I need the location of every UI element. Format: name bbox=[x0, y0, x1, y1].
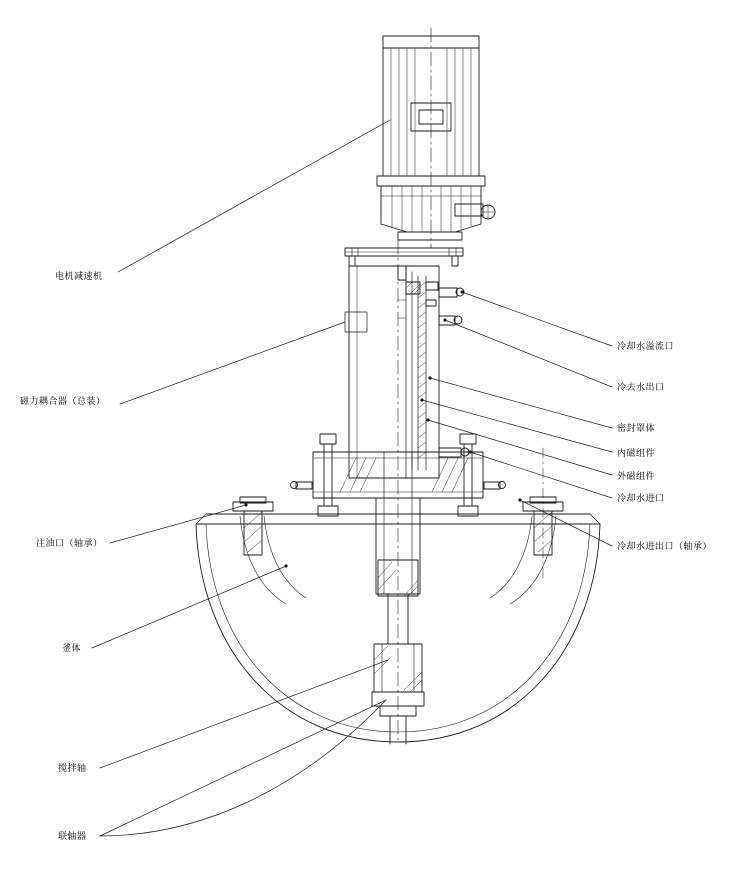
callout-cooling-water-overflow-port: 冷却水溢流口 bbox=[617, 341, 675, 351]
callout-vessel-body: 釜体 bbox=[62, 643, 82, 653]
callout-outer-magnet-assembly: 外磁组件 bbox=[617, 471, 656, 481]
callout-inner-magnet-assembly: 内磁组件 bbox=[617, 448, 656, 458]
callout-cooling-water-inlet: 冷却水进口 bbox=[617, 493, 665, 503]
callout-cooling-water-outlet: 冷去水出口 bbox=[617, 382, 665, 392]
callout-cooling-water-inlet-outlet-bearing: 冷却水进出口（轴承） bbox=[617, 541, 713, 551]
bearing-cooling-nozzle-right bbox=[523, 497, 563, 555]
motor-reducer-outline bbox=[377, 36, 495, 240]
callout-isolation-shroud: 密封罩体 bbox=[617, 423, 656, 433]
callout-coupling: 联轴器 bbox=[58, 831, 87, 841]
callout-motor-reducer: 电机减速机 bbox=[55, 271, 103, 281]
magnetic-coupling-housing bbox=[349, 266, 439, 478]
cooling-water-nozzles bbox=[439, 288, 469, 457]
top-support-flange bbox=[345, 248, 463, 266]
callout-oil-fill-port-bearing: 注油口（轴承） bbox=[36, 538, 103, 548]
bearing-oil-nozzle-left bbox=[233, 497, 273, 555]
callout-magnetic-coupling-assembly: 磁力耦合器（总装） bbox=[20, 396, 106, 406]
callout-agitator-shaft: 搅拌轴 bbox=[58, 763, 87, 773]
leader-dots bbox=[244, 290, 521, 567]
